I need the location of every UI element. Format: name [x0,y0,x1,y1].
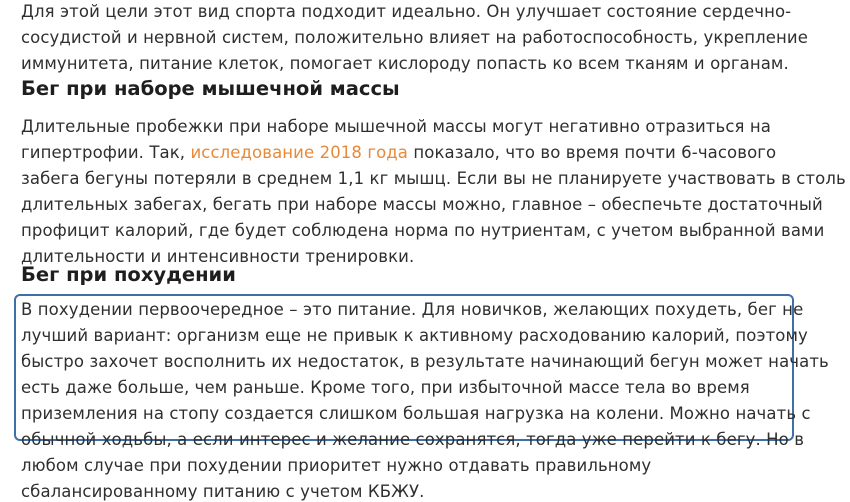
text-line: В похудении первоочередное – это питание. Для новичков, желающих похудеть, бег не [21,300,804,319]
weightloss-paragraph [21,297,829,502]
text-line: лучший вариант: организм еще не привык к активному расходованию калорий, поэтому [21,326,808,345]
text-line: обычной ходьбы, а если интерес и желание сохранятся, тогда уже перейти к бегу. Но в [21,430,805,449]
text-line: любом случае при похудении приоритет нужно отдавать правильному [21,456,652,475]
text-line-with-link [21,140,846,166]
text-line: приземления на стопу создается слишком большая нагрузка на колени. Можно начать с [21,404,811,423]
section-heading-weightloss: Бег при похудении [21,263,236,286]
text-line: Для этой цели этот вид спорта подходит идеально. Он улучшает состояние сердечно- [21,2,792,21]
study-2018-link[interactable]: исследование 2018 года [190,143,409,162]
text-line: сосудистой и нервной систем, положительно влияет на работоспособность, укрепление [21,28,808,47]
text-line: забега бегуны потеряли в среднем 1,1 кг мышц. Если вы не планируете участвовать в столь [21,169,846,188]
text-line: есть даже больше, чем раньше. Кроме того, при избыточной массе тела во время [21,378,750,397]
intro-paragraph [21,0,808,77]
text-line: длительности и интенсивности тренировки. [21,247,415,266]
text-fragment: гипертрофии. Так, [21,143,191,162]
text-line: иммунитета, питание клеток, помогает кислороду попасть ко всем тканям и органам. [21,54,789,73]
text-line: Длительные пробежки при наборе мышечной массы могут негативно отразиться на [21,117,771,136]
mass-paragraph [21,114,846,270]
text-fragment: показало, что во время почти 6-часового [408,143,777,162]
text-line: сбалансированному питанию с учетом КБЖУ. [21,482,425,501]
text-line: длительных забегах, бегать при наборе массы можно, главное – обеспечьте достаточный [21,195,823,214]
text-line: профицит калорий, где будет соблюдена норма по нутриентам, с учетом выбранной вами [21,221,825,240]
section-heading-mass: Бег при наборе мышечной массы [21,77,400,100]
text-line: быстро захочет восполнить их недостаток, в результате начинающий бегун может начать [21,352,829,371]
